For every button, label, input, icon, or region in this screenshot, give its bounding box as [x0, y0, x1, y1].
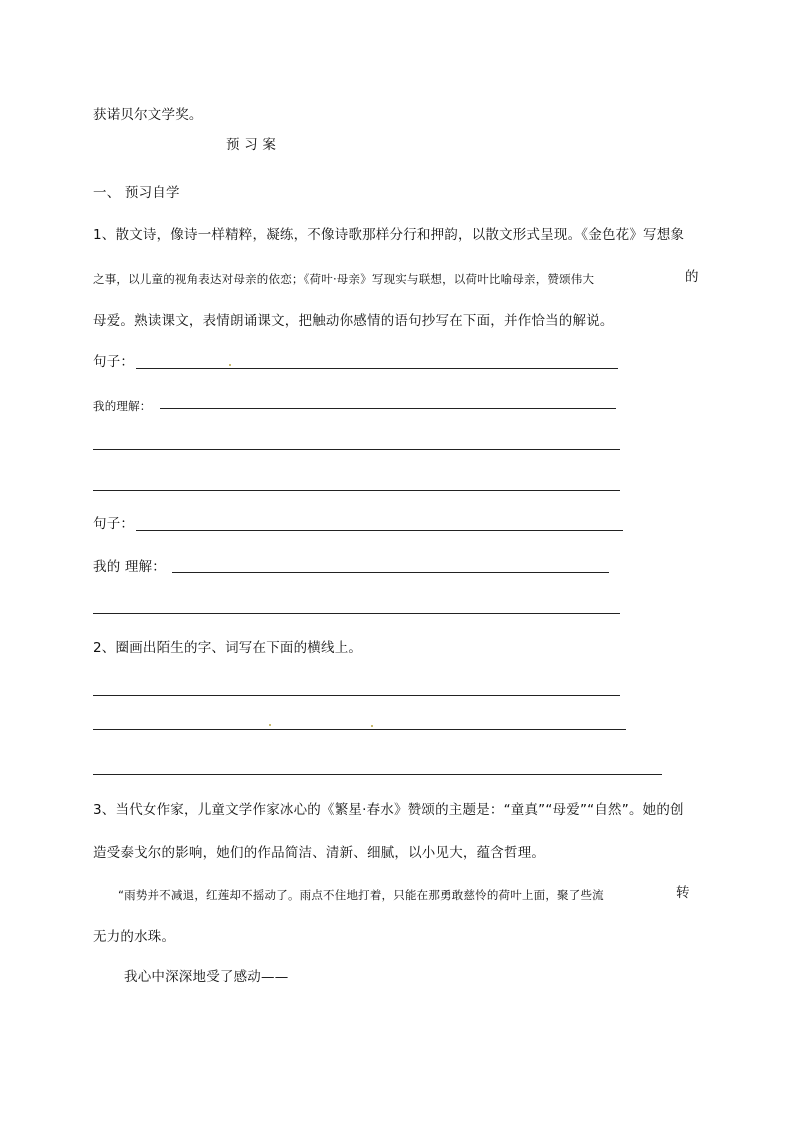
answer-line[interactable] — [93, 613, 620, 614]
answer-line[interactable] — [136, 368, 618, 369]
understanding-label-2: 我的 理解： — [93, 559, 166, 575]
q2-text: 2、圈画出陌生的字、词写在下面的横线上。 — [93, 640, 363, 656]
q3-line1: 3、当代女作家，儿童文学作家冰心的《繁星·春水》赞颂的主题是：“童真”“母爱”“自然”。她的创 — [93, 802, 684, 818]
sentence-label-2: 句子： — [93, 516, 135, 532]
ink-speck — [269, 724, 271, 726]
answer-line[interactable] — [160, 408, 616, 409]
q1-line3: 母爱。熟读课文，表情朗诵课文，把触动你感情的语句抄写在下面，并作恰当的解说。 — [93, 313, 614, 329]
sentence-label-1: 句子： — [93, 354, 135, 370]
quote-line1: “雨势并不减退，红莲却不摇动了。雨点不住地打着，只能在那勇敢慈怜的荷叶上面，聚了些流 — [118, 888, 604, 902]
q1-line2: 之事，以儿童的视角表达对母亲的依恋；《荷叶·母亲》写现实与联想，以荷叶比喻母亲，赞颂伟大 — [93, 272, 595, 286]
section-title: 预 习 案 — [226, 137, 277, 153]
closing-text: 我心中深深地受了感动—— — [124, 969, 289, 985]
part-heading: 一、 预习自学 — [93, 185, 180, 201]
answer-line[interactable] — [136, 530, 623, 531]
quote-line2: 无力的水珠。 — [93, 929, 176, 945]
ink-speck — [229, 364, 231, 366]
answer-line[interactable] — [93, 729, 626, 730]
q3-line2: 造受泰戈尔的影响，她们的作品简洁、清新、细腻，以小见大，蕴含哲理。 — [93, 845, 546, 861]
quote-line1-tail: 转 — [676, 885, 690, 901]
answer-line[interactable] — [172, 572, 609, 573]
answer-line[interactable] — [93, 774, 662, 775]
answer-line[interactable] — [93, 449, 620, 450]
q1-line1: 1、散文诗，像诗一样精粹，凝练，不像诗歌那样分行和押韵，以散文形式呈现。《金色花》写想象 — [93, 227, 685, 243]
answer-line[interactable] — [93, 490, 620, 491]
understanding-label-1: 我的理解： — [93, 399, 152, 413]
q1-line2-tail: 的 — [685, 269, 699, 285]
intro-tail-text: 获诺贝尔文学奖。 — [93, 107, 203, 123]
answer-line[interactable] — [93, 695, 620, 696]
ink-speck — [371, 725, 373, 727]
